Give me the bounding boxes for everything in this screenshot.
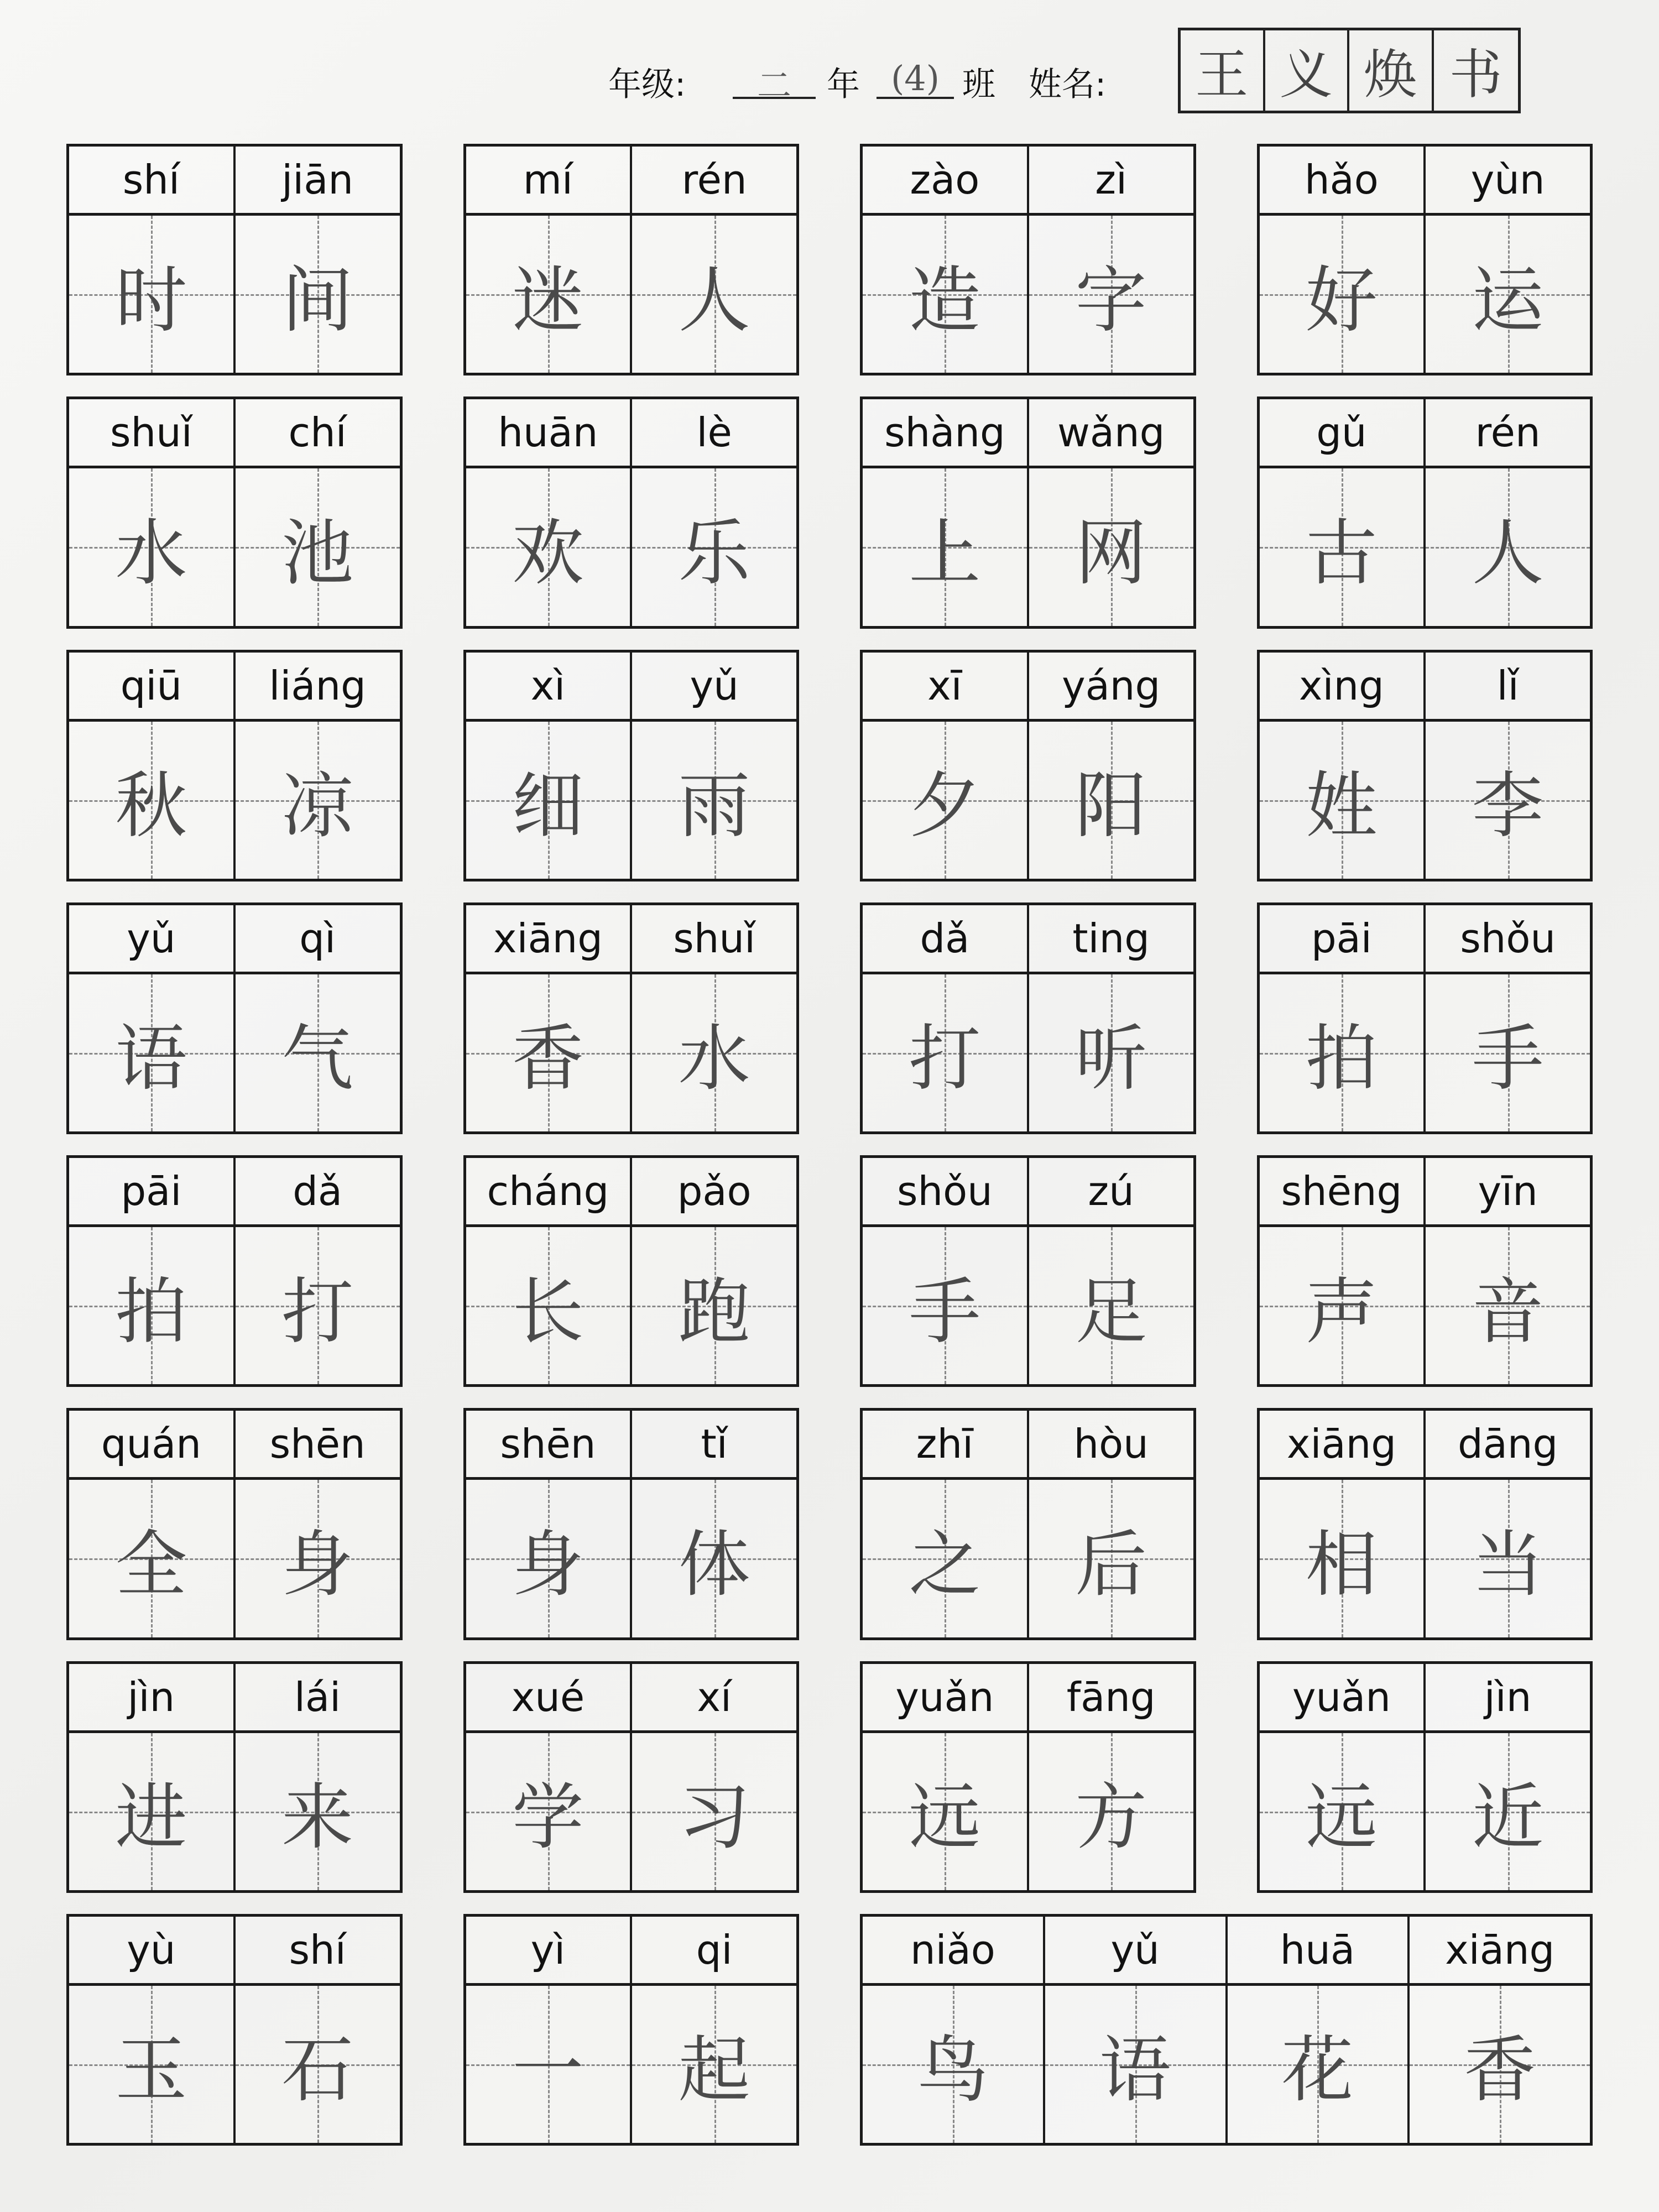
tianzige-cell bbox=[863, 974, 1029, 1131]
hanzi-row bbox=[466, 1986, 797, 2143]
worksheet-header bbox=[608, 28, 1548, 122]
pinyin-cell: xí bbox=[697, 1673, 732, 1720]
pinyin-row bbox=[863, 1664, 1193, 1733]
tianzige-cell bbox=[236, 974, 400, 1131]
pinyin-cell: huā bbox=[1228, 1917, 1410, 1983]
pinyin-row bbox=[466, 1411, 797, 1480]
tianzige-cell bbox=[69, 468, 236, 625]
tianzige-cell bbox=[632, 1733, 796, 1890]
handwritten-char: 拍 bbox=[115, 1269, 187, 1354]
word-card bbox=[66, 1914, 403, 2146]
tianzige-cell bbox=[1426, 1480, 1590, 1637]
tianzige-cell bbox=[632, 1986, 796, 2143]
pinyin-row bbox=[69, 1158, 400, 1227]
word-card bbox=[1257, 1155, 1593, 1387]
pinyin-cell: yù bbox=[69, 1917, 236, 1983]
handwritten-char: 好 bbox=[1305, 258, 1378, 342]
pinyin-cell: liáng bbox=[269, 662, 366, 709]
hanzi-row bbox=[466, 216, 797, 373]
tianzige-cell bbox=[69, 1480, 236, 1637]
tianzige-cell bbox=[1426, 974, 1590, 1131]
pinyin-cell: zì bbox=[1095, 156, 1128, 203]
tianzige-cell bbox=[466, 1227, 633, 1384]
handwritten-char: 运 bbox=[1472, 258, 1544, 342]
handwritten-char: 方 bbox=[1075, 1775, 1147, 1860]
handwritten-char: 池 bbox=[281, 510, 354, 595]
name-char: 书 bbox=[1449, 44, 1503, 106]
handwritten-char: 一 bbox=[512, 2028, 584, 2112]
tianzige-cell bbox=[466, 1480, 633, 1637]
pinyin-cell: hòu bbox=[1073, 1421, 1149, 1468]
pinyin-row bbox=[69, 147, 400, 216]
name-char: 义 bbox=[1265, 30, 1350, 111]
word-card bbox=[860, 397, 1196, 628]
tianzige-cell bbox=[1410, 1986, 1590, 2143]
pinyin-cell: shēng bbox=[1260, 1158, 1426, 1224]
tianzige-cell bbox=[236, 1733, 400, 1890]
pinyin-cell: yì bbox=[466, 1917, 633, 1983]
handwritten-char: 水 bbox=[678, 1016, 750, 1101]
word-card bbox=[66, 902, 403, 1134]
handwritten-char: 语 bbox=[115, 1016, 187, 1101]
handwritten-char: 拍 bbox=[1305, 1016, 1378, 1101]
tianzige-cell bbox=[69, 974, 236, 1131]
word-card bbox=[463, 1408, 800, 1640]
tianzige-cell bbox=[1260, 216, 1426, 373]
tianzige-cell bbox=[466, 468, 633, 625]
pinyin-cell: quán bbox=[69, 1411, 236, 1477]
handwritten-char: 手 bbox=[1472, 1016, 1544, 1101]
handwritten-char: 姓 bbox=[1305, 764, 1378, 848]
word-card bbox=[860, 1661, 1196, 1893]
word-card bbox=[1257, 1661, 1593, 1893]
hanzi-row bbox=[466, 974, 797, 1131]
pinyin-cell: lè bbox=[696, 409, 732, 456]
grade-label: 年级: bbox=[608, 65, 686, 104]
pinyin-row bbox=[1260, 905, 1590, 974]
handwritten-char: 身 bbox=[512, 1522, 584, 1606]
tianzige-cell bbox=[1260, 974, 1426, 1131]
hanzi-row bbox=[466, 1227, 797, 1384]
hanzi-row bbox=[863, 1480, 1193, 1637]
tianzige-cell bbox=[1260, 468, 1426, 625]
hanzi-row bbox=[466, 1480, 797, 1637]
tianzige-cell bbox=[863, 1227, 1029, 1384]
tianzige-cell bbox=[236, 1227, 400, 1384]
handwritten-char: 相 bbox=[1305, 1522, 1378, 1606]
tianzige-cell bbox=[1260, 1480, 1426, 1637]
tianzige-cell bbox=[632, 722, 796, 879]
pinyin-cell: zhī bbox=[863, 1411, 1029, 1477]
hanzi-row bbox=[863, 1986, 1590, 2143]
pinyin-cell: ting bbox=[1072, 915, 1150, 962]
pinyin-cell: dāng bbox=[1458, 1421, 1558, 1468]
pinyin-cell: yuǎn bbox=[863, 1664, 1029, 1730]
word-card bbox=[1257, 397, 1593, 628]
pinyin-row bbox=[466, 653, 797, 722]
pinyin-row bbox=[466, 905, 797, 974]
pinyin-cell: shǒu bbox=[1460, 915, 1556, 962]
pinyin-cell: shēn bbox=[269, 1421, 366, 1468]
tianzige-cell bbox=[1228, 1986, 1410, 2143]
tianzige-cell bbox=[466, 1733, 633, 1890]
tianzige-cell bbox=[632, 216, 796, 373]
handwritten-char: 人 bbox=[1472, 510, 1544, 595]
handwritten-char: 进 bbox=[115, 1775, 187, 1860]
pinyin-cell: shēn bbox=[466, 1411, 633, 1477]
handwritten-char: 上 bbox=[909, 510, 981, 595]
tianzige-cell bbox=[632, 1227, 796, 1384]
handwritten-char: 造 bbox=[909, 258, 981, 342]
pinyin-cell: xì bbox=[466, 653, 633, 719]
handwritten-char: 跑 bbox=[678, 1269, 750, 1354]
tianzige-cell bbox=[632, 974, 796, 1131]
pinyin-cell: xiāng bbox=[1260, 1411, 1426, 1477]
handwritten-char: 夕 bbox=[909, 764, 981, 848]
tianzige-cell bbox=[236, 1986, 400, 2143]
tianzige-cell bbox=[1029, 974, 1193, 1131]
handwritten-char: 后 bbox=[1075, 1522, 1147, 1606]
hanzi-row bbox=[1260, 1733, 1590, 1890]
word-card bbox=[66, 1661, 403, 1893]
handwritten-char: 欢 bbox=[512, 510, 584, 595]
handwritten-char: 身 bbox=[281, 1522, 354, 1606]
tianzige-cell bbox=[1426, 722, 1590, 879]
pinyin-cell: hǎo bbox=[1260, 147, 1426, 213]
pinyin-row bbox=[69, 399, 400, 468]
tianzige-cell bbox=[1029, 216, 1193, 373]
pinyin-cell: zào bbox=[863, 147, 1029, 213]
tianzige-cell bbox=[1426, 1227, 1590, 1384]
student-name-grid bbox=[1178, 28, 1521, 113]
handwritten-char: 网 bbox=[1075, 510, 1147, 595]
pinyin-cell: rén bbox=[1475, 409, 1541, 456]
word-card bbox=[463, 397, 800, 628]
tianzige-cell bbox=[1045, 1986, 1228, 2143]
pinyin-cell: xìng bbox=[1260, 653, 1426, 719]
handwritten-char: 当 bbox=[1472, 1522, 1544, 1606]
handwritten-char: 长 bbox=[512, 1269, 584, 1354]
hanzi-row bbox=[1260, 468, 1590, 625]
tianzige-cell bbox=[466, 974, 633, 1131]
pinyin-cell: dǎ bbox=[293, 1168, 343, 1214]
handwritten-char: 古 bbox=[1305, 510, 1378, 595]
word-card bbox=[1257, 902, 1593, 1134]
pinyin-row bbox=[466, 1917, 797, 1986]
handwritten-char: 远 bbox=[909, 1775, 981, 1860]
hanzi-row bbox=[1260, 216, 1590, 373]
pinyin-row bbox=[1260, 399, 1590, 468]
handwritten-char: 时 bbox=[115, 258, 187, 342]
tianzige-cell bbox=[236, 722, 400, 879]
handwritten-char: 近 bbox=[1472, 1775, 1544, 1860]
handwritten-char: 凉 bbox=[281, 764, 354, 848]
pinyin-row bbox=[466, 147, 797, 216]
word-card bbox=[860, 902, 1196, 1134]
word-card bbox=[1257, 650, 1593, 881]
pinyin-row bbox=[863, 1158, 1193, 1227]
hanzi-row bbox=[863, 974, 1193, 1131]
word-card bbox=[66, 1155, 403, 1387]
hanzi-row bbox=[69, 974, 400, 1131]
tianzige-cell bbox=[69, 1986, 236, 2143]
word-card bbox=[463, 144, 800, 375]
handwritten-char: 乐 bbox=[678, 510, 750, 595]
handwritten-char: 迷 bbox=[512, 258, 584, 342]
pinyin-cell: rén bbox=[681, 156, 747, 203]
class-value: (4) bbox=[877, 58, 954, 99]
handwritten-char: 人 bbox=[678, 258, 750, 342]
pinyin-row bbox=[69, 905, 400, 974]
pinyin-cell: yīn bbox=[1478, 1168, 1538, 1214]
tianzige-cell bbox=[1029, 468, 1193, 625]
handwritten-char: 音 bbox=[1472, 1269, 1544, 1354]
pinyin-cell: gǔ bbox=[1260, 399, 1426, 466]
pinyin-cell: tǐ bbox=[701, 1421, 728, 1468]
tianzige-cell bbox=[632, 1480, 796, 1637]
tianzige-cell bbox=[69, 1733, 236, 1890]
handwritten-char: 学 bbox=[512, 1775, 584, 1860]
tianzige-cell bbox=[69, 1227, 236, 1384]
tianzige-cell bbox=[466, 1986, 633, 2143]
handwritten-char: 远 bbox=[1305, 1775, 1378, 1860]
pinyin-cell: xué bbox=[466, 1664, 633, 1730]
pinyin-cell: lǐ bbox=[1496, 662, 1519, 709]
grade-value: 二 bbox=[733, 58, 816, 99]
handwritten-char: 足 bbox=[1075, 1269, 1147, 1354]
year-label: 年 bbox=[827, 65, 860, 104]
handwritten-char: 香 bbox=[1464, 2028, 1536, 2112]
tianzige-cell bbox=[1260, 722, 1426, 879]
word-card bbox=[860, 144, 1196, 375]
pinyin-cell: yuǎn bbox=[1260, 1664, 1426, 1730]
pinyin-cell: jìn bbox=[69, 1664, 236, 1730]
name-char: 焕 bbox=[1349, 30, 1434, 111]
pinyin-cell: xī bbox=[863, 653, 1029, 719]
tianzige-cell bbox=[1029, 1227, 1193, 1384]
pinyin-row bbox=[69, 1917, 400, 1986]
tianzige-cell bbox=[863, 722, 1029, 879]
word-practice-grid bbox=[66, 144, 1593, 2146]
hanzi-row bbox=[1260, 1227, 1590, 1384]
pinyin-row bbox=[1260, 147, 1590, 216]
word-card bbox=[463, 1914, 800, 2146]
hanzi-row bbox=[69, 216, 400, 373]
tianzige-cell bbox=[863, 1986, 1045, 2143]
handwritten-char: 手 bbox=[909, 1269, 981, 1354]
tianzige-cell bbox=[632, 468, 796, 625]
pinyin-cell: fāng bbox=[1066, 1673, 1156, 1720]
handwritten-char: 细 bbox=[512, 764, 584, 848]
pinyin-cell: pǎo bbox=[677, 1168, 752, 1214]
pinyin-row bbox=[1260, 1158, 1590, 1227]
handwritten-char: 雨 bbox=[678, 764, 750, 848]
handwritten-char: 李 bbox=[1472, 764, 1544, 848]
tianzige-cell bbox=[1029, 722, 1193, 879]
handwritten-char: 香 bbox=[512, 1016, 584, 1101]
name-char: 王 bbox=[1181, 30, 1265, 111]
hanzi-row bbox=[466, 1733, 797, 1890]
tianzige-cell bbox=[1029, 1733, 1193, 1890]
word-card bbox=[860, 1408, 1196, 1640]
word-card bbox=[66, 397, 403, 628]
pinyin-row bbox=[69, 1664, 400, 1733]
pinyin-cell: xiāng bbox=[1445, 1926, 1555, 1973]
pinyin-cell: huān bbox=[466, 399, 633, 466]
handwritten-char: 鸟 bbox=[916, 2028, 989, 2112]
pinyin-cell: jìn bbox=[1484, 1673, 1532, 1720]
handwritten-char: 秋 bbox=[115, 764, 187, 848]
pinyin-cell: xiāng bbox=[466, 905, 633, 972]
pinyin-cell: shuǐ bbox=[673, 915, 756, 962]
pinyin-cell: shí bbox=[289, 1926, 346, 1973]
hanzi-row bbox=[466, 722, 797, 879]
handwritten-char: 石 bbox=[281, 2028, 354, 2112]
tianzige-cell bbox=[1029, 1480, 1193, 1637]
handwritten-char: 听 bbox=[1075, 1016, 1147, 1101]
pinyin-row bbox=[863, 905, 1193, 974]
hanzi-row bbox=[1260, 722, 1590, 879]
word-card bbox=[463, 650, 800, 881]
handwritten-char: 打 bbox=[281, 1269, 354, 1354]
pinyin-row bbox=[466, 399, 797, 468]
word-card bbox=[1257, 144, 1593, 375]
handwritten-char: 语 bbox=[1099, 2028, 1171, 2112]
hanzi-row bbox=[69, 468, 400, 625]
handwritten-char: 阳 bbox=[1075, 764, 1147, 848]
tianzige-cell bbox=[1426, 468, 1590, 625]
pinyin-cell: lái bbox=[294, 1673, 341, 1720]
tianzige-cell bbox=[236, 1480, 400, 1637]
handwritten-char: 来 bbox=[281, 1775, 354, 1860]
tianzige-cell bbox=[466, 722, 633, 879]
pinyin-cell: zú bbox=[1088, 1168, 1134, 1214]
hanzi-row bbox=[466, 468, 797, 625]
pinyin-row bbox=[466, 1664, 797, 1733]
handwritten-char: 水 bbox=[115, 510, 187, 595]
pinyin-cell: shuǐ bbox=[69, 399, 236, 466]
pinyin-cell: shí bbox=[69, 147, 236, 213]
pinyin-cell: yáng bbox=[1062, 662, 1161, 709]
word-card bbox=[860, 1914, 1593, 2146]
hanzi-row bbox=[69, 1986, 400, 2143]
handwritten-char: 起 bbox=[678, 2028, 750, 2112]
word-card bbox=[66, 1408, 403, 1640]
handwritten-char: 之 bbox=[909, 1522, 981, 1606]
class-label: 班 bbox=[962, 65, 995, 104]
pinyin-cell: niǎo bbox=[863, 1917, 1045, 1983]
word-card bbox=[860, 1155, 1196, 1387]
pinyin-cell: chí bbox=[288, 409, 347, 456]
pinyin-cell: pāi bbox=[69, 1158, 236, 1224]
word-card bbox=[463, 1661, 800, 1893]
hanzi-row bbox=[69, 1733, 400, 1890]
pinyin-cell: cháng bbox=[466, 1158, 633, 1224]
tianzige-cell bbox=[69, 722, 236, 879]
pinyin-row bbox=[863, 147, 1193, 216]
word-card bbox=[463, 902, 800, 1134]
hanzi-row bbox=[863, 468, 1193, 625]
pinyin-row bbox=[466, 1158, 797, 1227]
hanzi-row bbox=[1260, 974, 1590, 1131]
pinyin-row bbox=[69, 1411, 400, 1480]
pinyin-row bbox=[1260, 653, 1590, 722]
word-card bbox=[463, 1155, 800, 1387]
hanzi-row bbox=[863, 1733, 1193, 1890]
pinyin-cell: shàng bbox=[863, 399, 1029, 466]
tianzige-cell bbox=[863, 1733, 1029, 1890]
hanzi-row bbox=[863, 1227, 1193, 1384]
tianzige-cell bbox=[1260, 1733, 1426, 1890]
handwritten-char: 全 bbox=[115, 1522, 187, 1606]
handwritten-char: 打 bbox=[909, 1016, 981, 1101]
hanzi-row bbox=[69, 1480, 400, 1637]
pinyin-row bbox=[863, 1917, 1590, 1986]
word-card bbox=[66, 650, 403, 881]
hanzi-row bbox=[1260, 1480, 1590, 1637]
tianzige-cell bbox=[1260, 1227, 1426, 1384]
pinyin-cell: jiān bbox=[281, 156, 353, 203]
tianzige-cell bbox=[1426, 216, 1590, 373]
handwritten-char: 体 bbox=[678, 1522, 750, 1606]
hanzi-row bbox=[863, 722, 1193, 879]
pinyin-cell: mí bbox=[466, 147, 633, 213]
word-card bbox=[1257, 1408, 1593, 1640]
pinyin-row bbox=[863, 1411, 1193, 1480]
pinyin-cell: dǎ bbox=[863, 905, 1029, 972]
handwritten-char: 气 bbox=[281, 1016, 354, 1101]
handwritten-char: 玉 bbox=[115, 2028, 187, 2112]
hanzi-row bbox=[69, 722, 400, 879]
tianzige-cell bbox=[236, 216, 400, 373]
pinyin-row bbox=[1260, 1411, 1590, 1480]
tianzige-cell bbox=[1426, 1733, 1590, 1890]
tianzige-cell bbox=[863, 468, 1029, 625]
handwritten-char: 习 bbox=[678, 1775, 750, 1860]
pinyin-cell: pāi bbox=[1260, 905, 1426, 972]
tianzige-cell bbox=[69, 216, 236, 373]
pinyin-row bbox=[1260, 1664, 1590, 1733]
pinyin-cell: qi bbox=[696, 1926, 733, 1973]
handwritten-char: 花 bbox=[1281, 2028, 1354, 2112]
pinyin-cell: yǔ bbox=[69, 905, 236, 972]
pinyin-row bbox=[863, 653, 1193, 722]
pinyin-cell: shǒu bbox=[863, 1158, 1029, 1224]
name-label: 姓名: bbox=[1029, 65, 1107, 104]
pinyin-cell: yùn bbox=[1470, 156, 1545, 203]
hanzi-row bbox=[863, 216, 1193, 373]
tianzige-cell bbox=[236, 468, 400, 625]
pinyin-cell: wǎng bbox=[1057, 409, 1165, 456]
handwritten-char: 字 bbox=[1075, 258, 1147, 342]
pinyin-cell: yǔ bbox=[1045, 1917, 1228, 1983]
pinyin-cell: yǔ bbox=[690, 662, 739, 709]
handwritten-char: 间 bbox=[281, 258, 354, 342]
pinyin-row bbox=[69, 653, 400, 722]
hanzi-row bbox=[69, 1227, 400, 1384]
word-card bbox=[66, 144, 403, 375]
pinyin-cell: qiū bbox=[69, 653, 236, 719]
handwritten-char: 声 bbox=[1305, 1269, 1378, 1354]
tianzige-cell bbox=[863, 216, 1029, 373]
tianzige-cell bbox=[863, 1480, 1029, 1637]
word-card bbox=[860, 650, 1196, 881]
pinyin-row bbox=[863, 399, 1193, 468]
tianzige-cell bbox=[466, 216, 633, 373]
pinyin-cell: qì bbox=[299, 915, 336, 962]
